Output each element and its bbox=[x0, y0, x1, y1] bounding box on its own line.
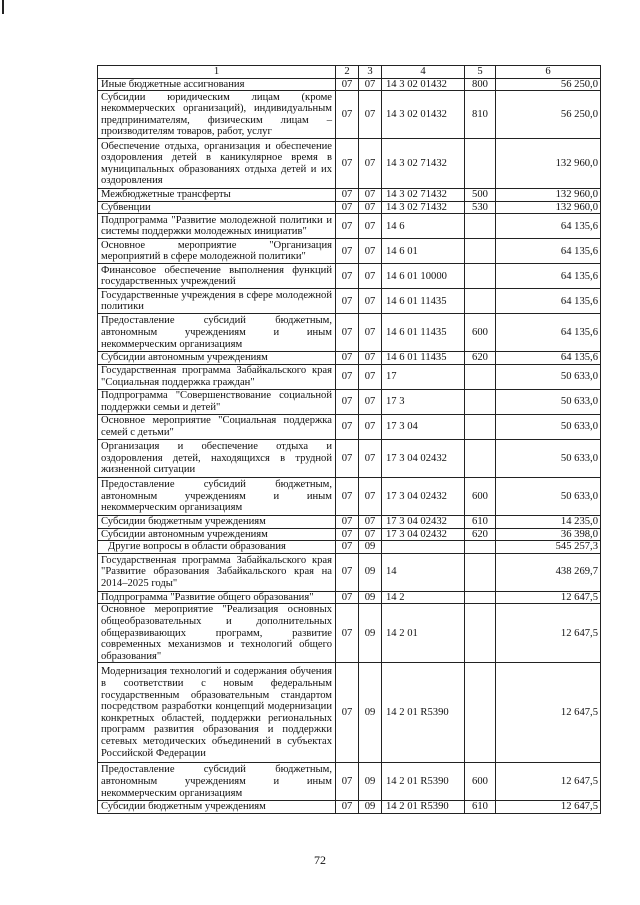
row-expense-type bbox=[465, 239, 496, 264]
row-subsection: 07 bbox=[359, 201, 382, 214]
row-subsection: 07 bbox=[359, 289, 382, 314]
table-row bbox=[98, 439, 601, 477]
row-name: Субсидии бюджетным учреждениям bbox=[98, 515, 336, 528]
table-row bbox=[98, 352, 601, 365]
row-subsection: 07 bbox=[359, 477, 382, 515]
row-expense-type bbox=[465, 264, 496, 289]
column-number-3: 3 bbox=[359, 66, 382, 79]
row-section: 07 bbox=[336, 515, 359, 528]
row-expense-type: 620 bbox=[465, 352, 496, 365]
row-target-article: 17 3 bbox=[382, 389, 465, 414]
row-amount: 132 960,0 bbox=[496, 201, 601, 214]
row-amount: 64 135,6 bbox=[496, 264, 601, 289]
row-expense-type bbox=[465, 439, 496, 477]
row-name: Межбюджетные трансферты bbox=[98, 189, 336, 202]
table-row bbox=[98, 314, 601, 352]
table-row bbox=[98, 91, 601, 139]
row-section: 07 bbox=[336, 801, 359, 814]
row-target-article: 14 3 02 01432 bbox=[382, 78, 465, 91]
budget-table bbox=[97, 65, 601, 814]
row-target-article: 17 3 04 bbox=[382, 414, 465, 439]
row-amount: 36 398,0 bbox=[496, 528, 601, 541]
row-expense-type: 600 bbox=[465, 314, 496, 352]
row-section: 07 bbox=[336, 214, 359, 239]
row-target-article: 14 2 01 R5390 bbox=[382, 663, 465, 763]
row-section: 07 bbox=[336, 541, 359, 554]
row-section: 07 bbox=[336, 604, 359, 663]
row-subsection: 09 bbox=[359, 541, 382, 554]
row-subsection: 07 bbox=[359, 264, 382, 289]
row-section: 07 bbox=[336, 91, 359, 139]
row-name: Подпрограмма "Совершенствование социальной поддержки семьи и детей" bbox=[98, 389, 336, 414]
row-target-article: 14 2 bbox=[382, 591, 465, 604]
row-name: Финансовое обеспечение выполнения функций государственных учреждений bbox=[98, 264, 336, 289]
row-expense-type: 800 bbox=[465, 78, 496, 91]
row-subsection: 07 bbox=[359, 214, 382, 239]
row-subsection: 07 bbox=[359, 515, 382, 528]
row-name: Субсидии бюджетным учреждениям bbox=[98, 801, 336, 814]
row-subsection: 09 bbox=[359, 591, 382, 604]
row-amount: 12 647,5 bbox=[496, 663, 601, 763]
row-expense-type bbox=[465, 541, 496, 554]
row-name: Модернизация технологий и содержания обучения в соответствии с новым федеральным государственным образовательным стандартом посредством разработки концепций модернизации конкретных областей, поддержки региональных программ развития образования и поддержки сетевых методических объединений в субъектах Российской Федерации bbox=[98, 663, 336, 763]
row-expense-type bbox=[465, 364, 496, 389]
row-amount: 56 250,0 bbox=[496, 78, 601, 91]
table-row bbox=[98, 528, 601, 541]
row-subsection: 09 bbox=[359, 801, 382, 814]
row-section: 07 bbox=[336, 314, 359, 352]
row-section: 07 bbox=[336, 528, 359, 541]
row-section: 07 bbox=[336, 477, 359, 515]
table-row bbox=[98, 801, 601, 814]
row-name: Подпрограмма "Развитие общего образования" bbox=[98, 591, 336, 604]
row-expense-type bbox=[465, 604, 496, 663]
row-name: Предоставление субсидий бюджетным, автономным учреждениям и иным некоммерческим организациям bbox=[98, 763, 336, 801]
row-expense-type bbox=[465, 139, 496, 189]
table-row bbox=[98, 604, 601, 663]
row-subsection: 09 bbox=[359, 763, 382, 801]
row-target-article: 14 6 bbox=[382, 214, 465, 239]
row-expense-type bbox=[465, 414, 496, 439]
row-section: 07 bbox=[336, 139, 359, 189]
row-name: Основное мероприятие "Реализация основных общеобразовательных и дополнительных общеразвивающих программ, развитие современных механизмов и технологий общего образования" bbox=[98, 604, 336, 663]
row-expense-type: 610 bbox=[465, 801, 496, 814]
row-name: Основное мероприятие "Социальная поддержка семей с детьми" bbox=[98, 414, 336, 439]
row-expense-type bbox=[465, 663, 496, 763]
table-row bbox=[98, 364, 601, 389]
row-name: Другие вопросы в области образования bbox=[98, 541, 336, 554]
row-expense-type bbox=[465, 214, 496, 239]
row-name: Предоставление субсидий бюджетным, автономным учреждениям и иным некоммерческим организациям bbox=[98, 314, 336, 352]
table-row bbox=[98, 139, 601, 189]
row-amount: 132 960,0 bbox=[496, 139, 601, 189]
row-subsection: 09 bbox=[359, 553, 382, 591]
table-row bbox=[98, 289, 601, 314]
row-target-article: 14 bbox=[382, 553, 465, 591]
row-subsection: 07 bbox=[359, 91, 382, 139]
table-row bbox=[98, 189, 601, 202]
row-target-article: 14 6 01 11435 bbox=[382, 289, 465, 314]
row-target-article: 14 2 01 R5390 bbox=[382, 801, 465, 814]
table-row bbox=[98, 239, 601, 264]
table-row bbox=[98, 78, 601, 91]
row-subsection: 07 bbox=[359, 78, 382, 91]
row-expense-type bbox=[465, 289, 496, 314]
row-name: Субсидии автономным учреждениям bbox=[98, 528, 336, 541]
row-amount: 64 135,6 bbox=[496, 214, 601, 239]
page-number: 72 bbox=[314, 853, 326, 867]
row-name: Субсидии юридическим лицам (кроме некоммерческих организаций), индивидуальным предпринимателям, физическим лицам – производителям товаров, работ, услуг bbox=[98, 91, 336, 139]
row-section: 07 bbox=[336, 289, 359, 314]
row-target-article: 14 2 01 R5390 bbox=[382, 763, 465, 801]
page-edge-mark bbox=[2, 0, 4, 14]
row-name: Государственные учреждения в сфере молодежной политики bbox=[98, 289, 336, 314]
row-amount: 50 633,0 bbox=[496, 364, 601, 389]
row-section: 07 bbox=[336, 239, 359, 264]
row-name: Обеспечение отдыха, организация и обеспечение оздоровления детей в каникулярное время в муниципальных образованиях отдыха детей и их оздоровления bbox=[98, 139, 336, 189]
row-amount: 64 135,6 bbox=[496, 239, 601, 264]
table-row bbox=[98, 477, 601, 515]
row-amount: 438 269,7 bbox=[496, 553, 601, 591]
row-target-article bbox=[382, 541, 465, 554]
row-amount: 12 647,5 bbox=[496, 604, 601, 663]
row-target-article: 17 3 04 02432 bbox=[382, 439, 465, 477]
row-target-article: 17 bbox=[382, 364, 465, 389]
row-name: Основное мероприятие "Организация мероприятий в сфере молодежной политики" bbox=[98, 239, 336, 264]
row-subsection: 07 bbox=[359, 314, 382, 352]
row-amount: 50 633,0 bbox=[496, 389, 601, 414]
row-expense-type: 600 bbox=[465, 477, 496, 515]
row-target-article: 14 6 01 11435 bbox=[382, 352, 465, 365]
column-number-4: 4 bbox=[382, 66, 465, 79]
row-subsection: 07 bbox=[359, 139, 382, 189]
table-row bbox=[98, 553, 601, 591]
row-subsection: 07 bbox=[359, 239, 382, 264]
row-subsection: 07 bbox=[359, 439, 382, 477]
row-subsection: 07 bbox=[359, 189, 382, 202]
table-row bbox=[98, 414, 601, 439]
row-expense-type: 600 bbox=[465, 763, 496, 801]
row-amount: 545 257,3 bbox=[496, 541, 601, 554]
row-name: Государственная программа Забайкальского края "Социальная поддержка граждан" bbox=[98, 364, 336, 389]
column-number-6: 6 bbox=[496, 66, 601, 79]
row-section: 07 bbox=[336, 264, 359, 289]
row-target-article: 14 3 02 71432 bbox=[382, 189, 465, 202]
row-section: 07 bbox=[336, 364, 359, 389]
table-row bbox=[98, 389, 601, 414]
row-name: Иные бюджетные ассигнования bbox=[98, 78, 336, 91]
row-subsection: 07 bbox=[359, 414, 382, 439]
row-expense-type bbox=[465, 553, 496, 591]
column-number-2: 2 bbox=[336, 66, 359, 79]
row-expense-type bbox=[465, 591, 496, 604]
row-section: 07 bbox=[336, 553, 359, 591]
row-name: Организация и обеспечение отдыха и оздоровления детей, находящихся в трудной жизненной ситуации bbox=[98, 439, 336, 477]
column-number-1: 1 bbox=[98, 66, 336, 79]
row-section: 07 bbox=[336, 389, 359, 414]
row-expense-type: 620 bbox=[465, 528, 496, 541]
row-name: Государственная программа Забайкальского края "Развитие образования Забайкальского края на 2014–2025 годы" bbox=[98, 553, 336, 591]
row-amount: 12 647,5 bbox=[496, 801, 601, 814]
row-subsection: 09 bbox=[359, 604, 382, 663]
table-row bbox=[98, 214, 601, 239]
row-amount: 64 135,6 bbox=[496, 314, 601, 352]
row-section: 07 bbox=[336, 663, 359, 763]
row-target-article: 14 3 02 01432 bbox=[382, 91, 465, 139]
row-target-article: 17 3 04 02432 bbox=[382, 477, 465, 515]
table-row bbox=[98, 663, 601, 763]
row-amount: 12 647,5 bbox=[496, 591, 601, 604]
row-section: 07 bbox=[336, 201, 359, 214]
row-amount: 12 647,5 bbox=[496, 763, 601, 801]
table-row bbox=[98, 763, 601, 801]
table-header-row bbox=[98, 66, 601, 79]
row-subsection: 07 bbox=[359, 364, 382, 389]
row-amount: 50 633,0 bbox=[496, 414, 601, 439]
row-amount: 56 250,0 bbox=[496, 91, 601, 139]
row-section: 07 bbox=[336, 78, 359, 91]
row-target-article: 14 3 02 71432 bbox=[382, 139, 465, 189]
row-section: 07 bbox=[336, 591, 359, 604]
table-row bbox=[98, 541, 601, 554]
row-target-article: 17 3 04 02432 bbox=[382, 528, 465, 541]
row-expense-type: 810 bbox=[465, 91, 496, 139]
row-target-article: 14 3 02 71432 bbox=[382, 201, 465, 214]
row-target-article: 14 6 01 10000 bbox=[382, 264, 465, 289]
row-subsection: 07 bbox=[359, 389, 382, 414]
row-amount: 14 235,0 bbox=[496, 515, 601, 528]
row-section: 07 bbox=[336, 414, 359, 439]
row-amount: 50 633,0 bbox=[496, 477, 601, 515]
row-expense-type bbox=[465, 389, 496, 414]
row-name: Предоставление субсидий бюджетным, автономным учреждениям и иным некоммерческим организациям bbox=[98, 477, 336, 515]
row-subsection: 07 bbox=[359, 352, 382, 365]
row-name: Субвенции bbox=[98, 201, 336, 214]
row-subsection: 09 bbox=[359, 663, 382, 763]
row-section: 07 bbox=[336, 439, 359, 477]
row-name: Подпрограмма "Развитие молодежной политики и системы поддержки молодежных инициатив" bbox=[98, 214, 336, 239]
row-subsection: 07 bbox=[359, 528, 382, 541]
row-amount: 50 633,0 bbox=[496, 439, 601, 477]
row-amount: 64 135,6 bbox=[496, 352, 601, 365]
row-amount: 64 135,6 bbox=[496, 289, 601, 314]
row-expense-type: 500 bbox=[465, 189, 496, 202]
row-target-article: 17 3 04 02432 bbox=[382, 515, 465, 528]
row-target-article: 14 6 01 bbox=[382, 239, 465, 264]
row-section: 07 bbox=[336, 763, 359, 801]
row-section: 07 bbox=[336, 352, 359, 365]
row-section: 07 bbox=[336, 189, 359, 202]
row-amount: 132 960,0 bbox=[496, 189, 601, 202]
row-expense-type: 530 bbox=[465, 201, 496, 214]
row-expense-type: 610 bbox=[465, 515, 496, 528]
row-target-article: 14 6 01 11435 bbox=[382, 314, 465, 352]
table-row bbox=[98, 515, 601, 528]
table-row bbox=[98, 201, 601, 214]
column-number-5: 5 bbox=[465, 66, 496, 79]
row-name: Субсидии автономным учреждениям bbox=[98, 352, 336, 365]
table-row bbox=[98, 591, 601, 604]
row-target-article: 14 2 01 bbox=[382, 604, 465, 663]
table-row bbox=[98, 264, 601, 289]
